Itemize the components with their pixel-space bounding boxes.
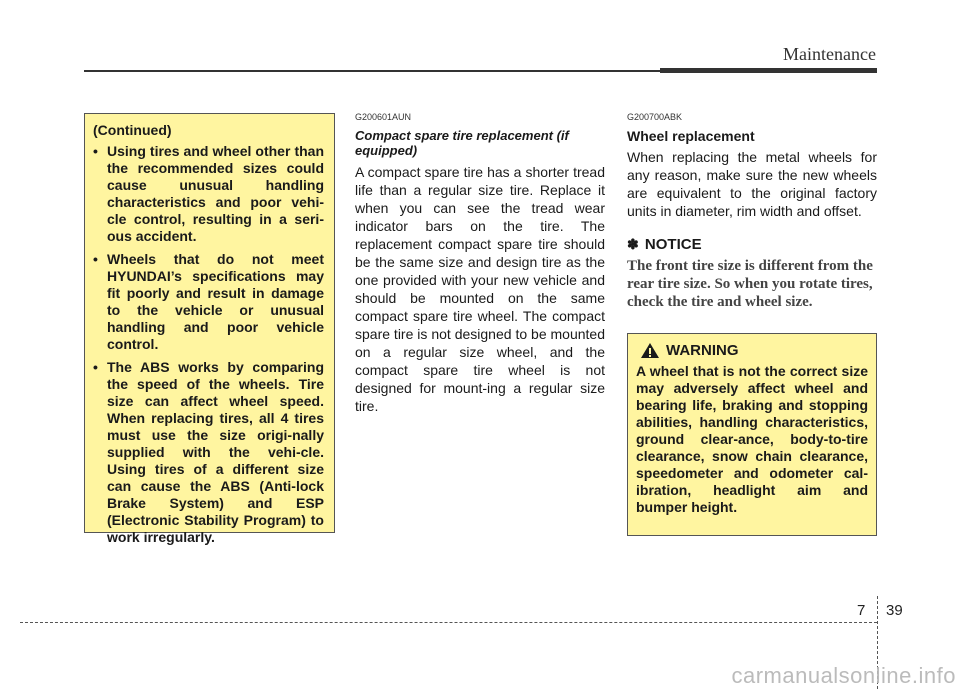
section-code: G200601AUN: [355, 112, 412, 122]
section-body: When replacing the metal wheels for any reason, make sure the new wheels are equivalent to the original factory units in diameter, rim width and offset.: [627, 149, 877, 219]
notice-text: The front tire size is different from the rear tire size. So when you rotate tires, check the tire and wheel size.: [627, 258, 873, 310]
continued-label: (Continued): [93, 122, 172, 138]
section-body: A compact spare tire has a shorter tread life than a regular size tire. Replace it when you can see the tread wear indicator bars on the tire. The replacement compact spare tire should be the same size and design tire as the one provided with your new vehicle and should be mounted on the same compact spare tire wheel. The compact spare tire is not designed to be mounted on a regular size wheel, and the compact spare tire wheel is not designed for mount-ing a regular size tire.: [355, 164, 605, 414]
section-subtitle: Compact spare tire replacement (if equipped): [355, 128, 569, 158]
caution-bullet: • Using tires and wheel other than the recommended sizes could cause unusual handling characteristics and poor vehi-cle control, resulting in a seri-ous accident.: [93, 143, 324, 245]
caution-bullet: • Wheels that do not meet HYUNDAI’s specifications may fit poorly and result in damage to the vehicle or unusual handling and poor vehicle control.: [93, 251, 324, 353]
chapter-number: 7: [857, 602, 866, 619]
compact-spare-section: [355, 112, 605, 415]
warning-title: [636, 342, 868, 359]
notice-label: NOTICE: [644, 236, 702, 253]
watermark: carmanualsonline.info: [731, 663, 956, 688]
caution-bullet: • The ABS works by comparing the speed of the wheels. Tire size can affect wheel speed. When replacing tires, all 4 tires must use the size origi-nally supplied with the vehi-cle. Using tires of a different size can cause the ABS (Anti-lock Brake System) and ESP (Electronic Stability Program) to work irregularly.: [93, 359, 324, 546]
wheel-replacement-section: [627, 112, 877, 311]
section-heading: Wheel replacement: [627, 128, 755, 144]
page-number: 39: [886, 602, 903, 619]
notice-star-icon: ✽: [627, 236, 639, 252]
section-code: G200700ABK: [627, 112, 683, 122]
header-rule-accent: [660, 68, 877, 73]
footer-rule: [20, 622, 877, 623]
caution-bullet-list: [93, 143, 324, 546]
warning-box: [627, 333, 877, 536]
caution-continued-box: [84, 113, 335, 545]
warning-title-label: WARNING: [666, 342, 739, 359]
header-rule: [84, 70, 660, 72]
page-header-title: Maintenance: [783, 44, 876, 64]
warning-text: A wheel that is not the correct size may adversely affect wheel and bearing life, braking and stopping abilities, handling characteristics, ground clear-ance, body-to-tire clearance, snow chain clearance, speedometer and odometer cal-ibration, headlight aim and bumper height.: [636, 363, 868, 515]
warning-triangle-icon: [640, 342, 660, 359]
notice-heading: [627, 236, 877, 253]
